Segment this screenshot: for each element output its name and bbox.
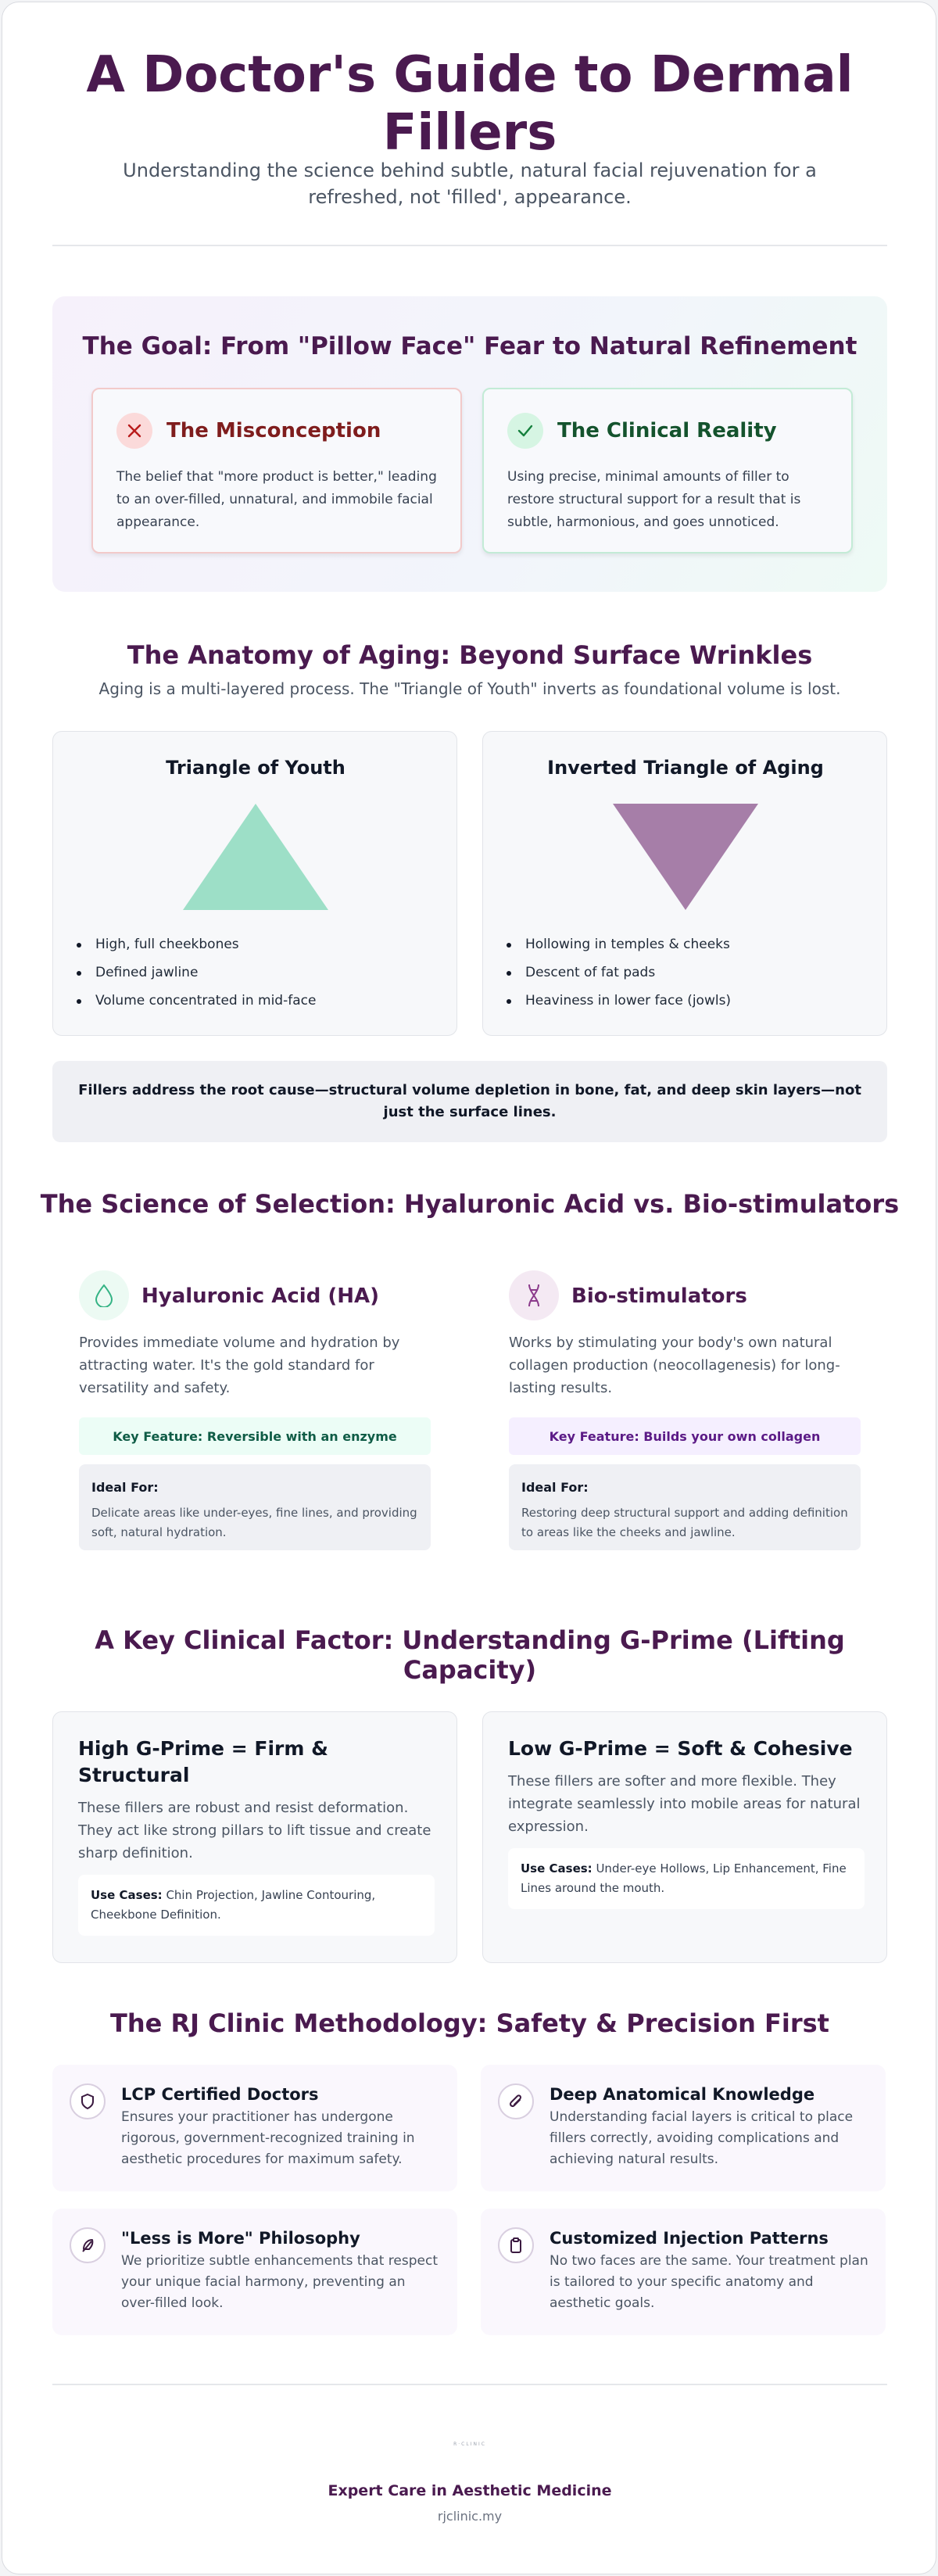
bio-title: Bio-stimulators bbox=[571, 1284, 747, 1308]
use-cases-text: Chin Projection, Jawline Contouring, Cheekbone Definition. bbox=[91, 1888, 376, 1922]
low-gprime-text: These fillers are softer and more flexible. They integrate seamlessly into mobile areas for natural expression. bbox=[508, 1773, 861, 1835]
page bbox=[2, 2, 936, 2574]
use-cases-label: Use Cases: bbox=[91, 1888, 163, 1902]
use-cases-text: Under-eye Hollows, Lip Enhancement, Fine Lines around the mouth. bbox=[521, 1861, 847, 1895]
high-gprime-card bbox=[52, 1711, 457, 1963]
aging-card bbox=[482, 731, 887, 1036]
shield-icon bbox=[70, 2083, 106, 2119]
misconception-text: The belief that "more product is better," leading to an over-filled, unnatural, and immobile facial appearance. bbox=[116, 469, 437, 530]
list-item: Heaviness in lower face (jowls) bbox=[525, 987, 731, 1015]
high-gprime-text: These fillers are robust and resist deformation. They act like strong pillars to lift tissue and create sharp definition. bbox=[78, 1800, 431, 1861]
bio-ideal-box bbox=[509, 1464, 861, 1550]
divider bbox=[52, 2384, 887, 2385]
feather-icon bbox=[70, 2227, 106, 2263]
bio-ideal-text: Restoring deep structural support and adding definition to areas like the cheeks and jawline. bbox=[521, 1506, 848, 1539]
list-item: Volume concentrated in mid-face bbox=[95, 987, 316, 1015]
method-text: Ensures your practitioner has undergone rigorous, government-recognized training in aesthetic procedures for maximum safety. bbox=[121, 2109, 415, 2167]
method-item-philosophy bbox=[52, 2209, 457, 2335]
gprime-heading: A Key Clinical Factor: Understanding G-Prime (Lifting Capacity) bbox=[95, 1625, 845, 1685]
bio-text: Works by stimulating your body's own natural collagen production (neocollagenesis) for long-lasting results. bbox=[509, 1335, 840, 1396]
goal-heading: The Goal: From "Pillow Face" Fear to Natural Refinement bbox=[82, 332, 857, 360]
method-title: Deep Anatomical Knowledge bbox=[550, 2085, 815, 2104]
dna-icon bbox=[509, 1270, 559, 1320]
method-heading: The RJ Clinic Methodology: Safety & Precision First bbox=[110, 2008, 829, 2038]
list-item: Hollowing in temples & cheeks bbox=[525, 930, 731, 958]
ha-ideal-box bbox=[79, 1464, 431, 1550]
droplet-icon bbox=[79, 1270, 129, 1320]
bio-card bbox=[484, 1250, 862, 1563]
low-gprime-card bbox=[482, 1711, 887, 1963]
list-item: Defined jawline bbox=[95, 958, 316, 987]
list-item: High, full cheekbones bbox=[95, 930, 316, 958]
youth-card bbox=[52, 731, 457, 1036]
ha-card bbox=[54, 1250, 432, 1563]
low-gprime-title: Low G-Prime = Soft & Cohesive bbox=[508, 1737, 853, 1760]
method-text: No two faces are the same. Your treatment plan is tailored to your specific anatomy and aesthetic goals. bbox=[550, 2253, 868, 2311]
method-title: "Less is More" Philosophy bbox=[121, 2229, 360, 2248]
aging-list bbox=[525, 930, 731, 1015]
upright-triangle-graphic bbox=[183, 804, 328, 910]
bio-ideal-label: Ideal For: bbox=[521, 1480, 589, 1495]
ha-feature-badge: Key Feature: Reversible with an enzyme bbox=[79, 1417, 431, 1455]
method-text: Understanding facial layers is critical to place fillers correctly, avoiding complications and achieving natural results. bbox=[550, 2109, 854, 2167]
check-icon bbox=[507, 413, 543, 449]
footer-tagline: Expert Care in Aesthetic Medicine bbox=[328, 2482, 612, 2499]
bio-feature-badge: Key Feature: Builds your own collagen bbox=[509, 1417, 861, 1455]
misconception-card bbox=[91, 388, 462, 554]
ha-ideal-label: Ideal For: bbox=[91, 1480, 159, 1495]
method-title: Customized Injection Patterns bbox=[550, 2229, 829, 2248]
reality-card bbox=[482, 388, 853, 554]
x-icon bbox=[116, 413, 152, 449]
page-subtitle: Understanding the science behind subtle, natural facial rejuvenation for a refreshed, not 'filled', appearance. bbox=[123, 159, 817, 208]
high-gprime-use-cases bbox=[78, 1875, 435, 1936]
method-title: LCP Certified Doctors bbox=[121, 2085, 319, 2104]
youth-title: Triangle of Youth bbox=[166, 757, 345, 779]
clipboard-icon bbox=[498, 2227, 534, 2263]
root-cause-callout: Fillers address the root cause—structural volume depletion in bone, fat, and deep skin layers—not just the surface lines. bbox=[52, 1061, 887, 1142]
divider bbox=[52, 245, 887, 246]
paperclip-icon bbox=[498, 2083, 534, 2119]
youth-list bbox=[95, 930, 316, 1015]
reality-title: The Clinical Reality bbox=[557, 419, 777, 442]
anatomy-lead: Aging is a multi-layered process. The "Triangle of Youth" inverts as foundational volume is lost. bbox=[98, 679, 841, 698]
ha-title: Hyaluronic Acid (HA) bbox=[141, 1284, 380, 1308]
high-gprime-title: High G-Prime = Firm & Structural bbox=[78, 1737, 328, 1786]
ha-text: Provides immediate volume and hydration by attracting water. It's the gold standard for versatility and safety. bbox=[79, 1335, 400, 1396]
anatomy-heading: The Anatomy of Aging: Beyond Surface Wrinkles bbox=[127, 640, 813, 670]
method-text: We prioritize subtle enhancements that respect your unique facial harmony, preventing an over-filled look. bbox=[121, 2253, 438, 2311]
reality-text: Using precise, minimal amounts of filler to restore structural support for a result that is subtle, harmonious, and goes unnoticed. bbox=[507, 469, 801, 530]
inverted-triangle-graphic bbox=[613, 804, 758, 910]
ha-ideal-text: Delicate areas like under-eyes, fine lines, and providing soft, natural hydration. bbox=[91, 1506, 417, 1539]
aging-title: Inverted Triangle of Aging bbox=[547, 757, 824, 779]
method-item-lcp bbox=[52, 2065, 457, 2191]
selection-heading: The Science of Selection: Hyaluronic Acid vs. Bio-stimulators bbox=[40, 1189, 900, 1219]
clinic-logo: R·CLINIC bbox=[453, 2442, 486, 2447]
low-gprime-use-cases bbox=[508, 1848, 865, 1909]
list-item: Descent of fat pads bbox=[525, 958, 731, 987]
method-item-anatomy bbox=[481, 2065, 886, 2191]
goal-section bbox=[52, 296, 887, 592]
misconception-title: The Misconception bbox=[166, 419, 381, 442]
footer-site-link[interactable]: rjclinic.my bbox=[437, 2509, 503, 2524]
use-cases-label: Use Cases: bbox=[521, 1861, 593, 1876]
page-title: A Doctor's Guide to Dermal Fillers bbox=[86, 46, 854, 162]
method-item-custom bbox=[481, 2209, 886, 2335]
